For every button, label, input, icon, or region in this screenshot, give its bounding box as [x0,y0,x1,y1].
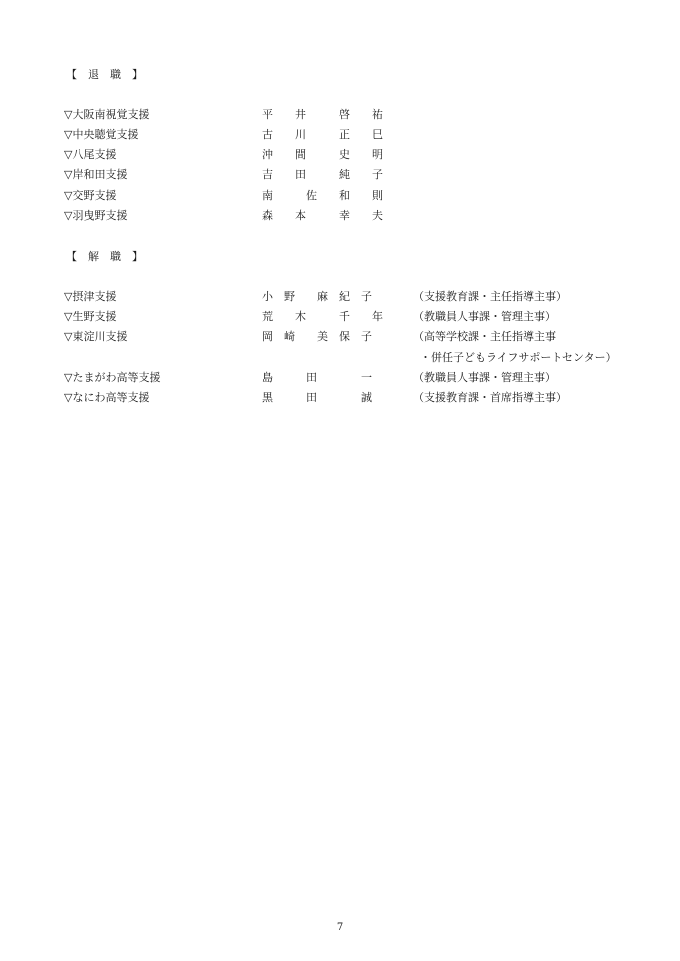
school-name: ▽岸和田支援 [64,168,128,181]
position-note-continuation: ・併任子どもライフサポートセンター） [420,351,617,364]
school-name: ▽羽曳野支援 [64,209,128,222]
school-name: ▽たまがわ高等支援 [64,371,161,384]
person-name: 吉 田 純 子 [262,168,383,181]
school-name: ▽生野支援 [64,310,117,323]
person-name: 荒 木 千 年 [262,310,383,323]
school-name: ▽大阪南視覚支援 [64,108,150,121]
list-item [0,308,680,324]
retirement-heading: 【 退 職 】 [66,68,143,81]
school-name: ▽交野支援 [64,189,117,202]
list-item [0,126,680,142]
person-name: 小 野 麻 紀 子 [262,290,372,303]
position-note: （支援教育課・首席指導主事） [413,391,567,404]
person-name: 岡 崎 美 保 子 [262,330,372,343]
person-name: 島 田 一 [262,371,372,384]
person-name: 南 佐 和 則 [262,189,383,202]
page-number: 7 [336,922,344,933]
person-name: 森 本 幸 夫 [262,209,383,222]
position-note: （教職員人事課・管理主事） [413,310,556,323]
school-name: ▽摂津支援 [64,290,117,303]
list-item [0,166,680,182]
school-name: ▽中央聴覚支援 [64,128,139,141]
person-name: 平 井 啓 祐 [262,108,383,121]
school-name: ▽なにわ高等支援 [64,391,150,404]
list-item [0,288,680,304]
school-name: ▽東淀川支援 [64,330,128,343]
list-item [0,389,680,405]
list-item [0,146,680,162]
list-item [0,207,680,223]
person-name: 黒 田 誠 [262,391,372,404]
list-item [0,106,680,122]
school-name: ▽八尾支援 [64,148,117,161]
position-note: （支援教育課・主任指導主事） [413,290,567,303]
position-note: （高等学校課・主任指導主事 [413,330,556,343]
position-note: （教職員人事課・管理主事） [413,371,556,384]
list-item [0,369,680,385]
list-item [0,187,680,203]
list-item [0,328,680,344]
list-item-continuation [0,349,680,365]
dismissal-heading: 【 解 職 】 [66,250,143,263]
person-name: 古 川 正 巳 [262,128,383,141]
person-name: 沖 間 史 明 [262,148,383,161]
